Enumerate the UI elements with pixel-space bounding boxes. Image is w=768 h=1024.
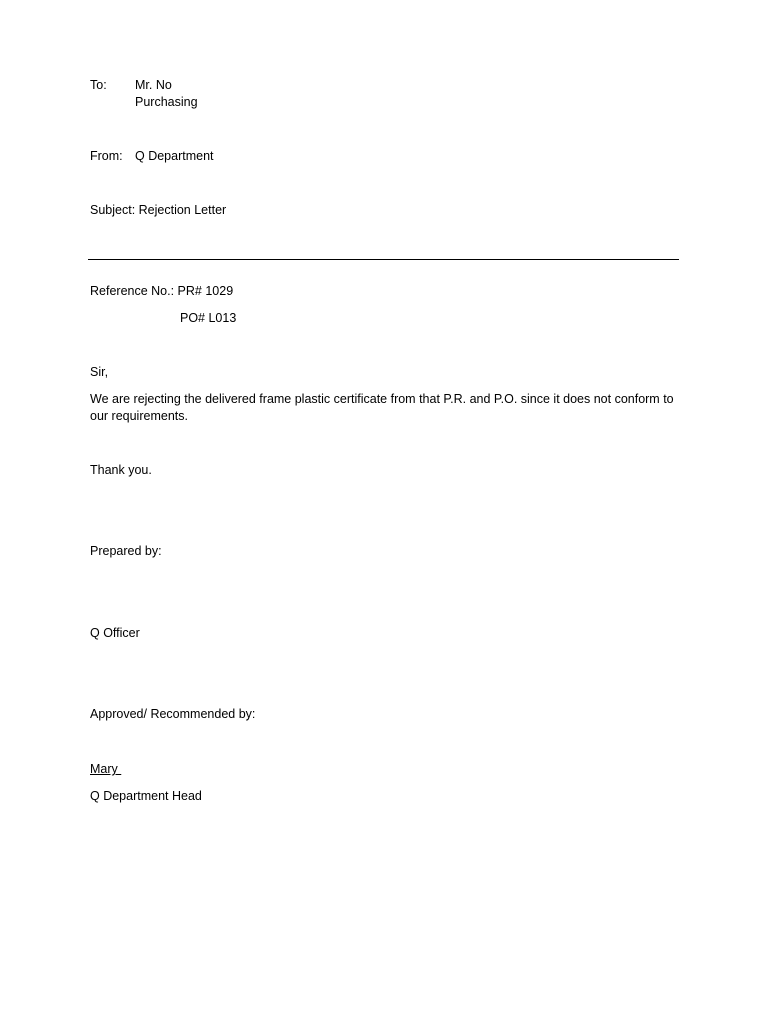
sender-department: Q Department xyxy=(135,149,214,163)
prepared-by-name: Q Officer xyxy=(90,626,140,640)
subject-line: Subject: Rejection Letter xyxy=(90,203,227,217)
reference-number: Reference No.: PR# 1029 xyxy=(90,284,234,298)
closing: Thank you. xyxy=(90,463,152,477)
header-divider xyxy=(88,259,679,260)
from-label: From: xyxy=(90,149,123,163)
po-number: PO# L013 xyxy=(180,311,237,325)
approver-name: Mary xyxy=(90,762,122,776)
letter-body: We are rejecting the delivered frame plastic certificate from that P.R. and P.O. since it does not conform to our requirements. xyxy=(90,392,674,423)
recipient-department: Purchasing xyxy=(135,95,198,109)
approver-title: Q Department Head xyxy=(90,789,202,803)
prepared-by-label: Prepared by: xyxy=(90,544,162,558)
approved-by-label: Approved/ Recommended by: xyxy=(90,707,256,721)
to-label: To: xyxy=(90,78,107,92)
recipient-name: Mr. No xyxy=(135,78,172,92)
salutation: Sir, xyxy=(90,365,109,379)
